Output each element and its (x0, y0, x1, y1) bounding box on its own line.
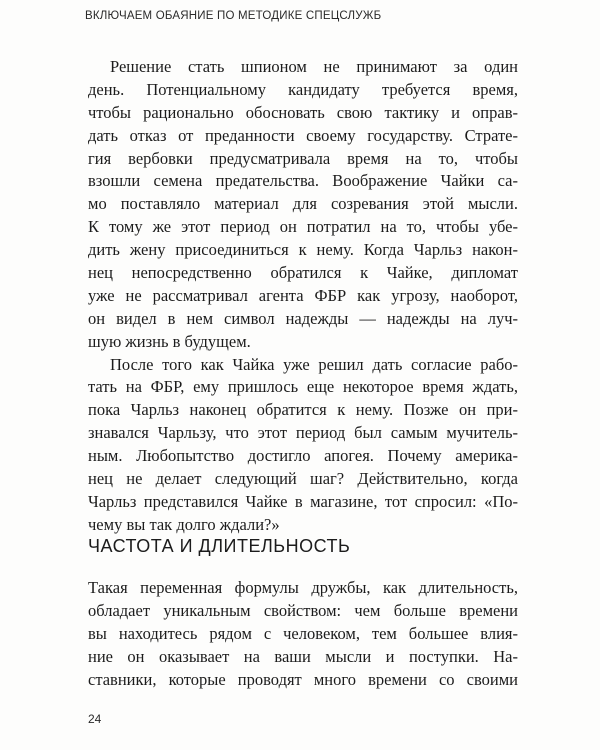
text-line: тать на ФБР, ему пришлось еще некоторое время ждать, (88, 377, 518, 397)
text-line: К тому же этот период он потратил на то, чтобы убе- (88, 217, 518, 237)
text-line: нец непосредственно обратился к Чайке, дипломат (88, 263, 518, 283)
body-text-bottom (88, 577, 518, 691)
text-line: он видел в нем символ надежды — надежды на луч- (88, 308, 518, 328)
text-line: Чарльз представился Чайке в магазине, тот спросил: «По- (88, 491, 518, 511)
running-head: ВКЛЮЧАЕМ ОБАЯНИЕ ПО МЕТОДИКЕ СПЕЦСЛУЖБ (85, 10, 382, 22)
text-line: чему вы так долго ждали?» (88, 514, 280, 534)
text-line: Решение стать шпионом не принимают за один (110, 57, 518, 76)
text-line: мо поставляло материал для созревания этой мысли. (88, 194, 518, 214)
text-line: нец не делает следующий шаг? Действительно, когда (88, 469, 518, 489)
text-line: шую жизнь в будущем. (88, 331, 251, 351)
text-line: ным. Любопытство достигло апогея. Почему америка- (88, 446, 518, 466)
text-line: день. Потенциальному кандидату требуется время, (88, 79, 518, 99)
text-line: После того как Чайка уже решил дать согласие рабо- (110, 354, 518, 374)
text-line: пока Чарльз наконец обратится к нему. Позже он при- (88, 400, 518, 420)
text-line: чтобы рационально обосновать свою тактику и оправ- (88, 102, 518, 122)
text-line: взошли семена предательства. Воображение Чайки са- (88, 171, 518, 191)
text-line: вы находитесь рядом с человеком, тем большее влия- (88, 623, 518, 643)
text-line: уже не рассматривал агента ФБР как угрозу, наоборот, (88, 285, 518, 305)
text-line: дать отказ от преданности своему государству. Страте- (88, 125, 518, 145)
body-text-top (88, 56, 518, 537)
text-line: дить жену присоединиться к нему. Когда Чарльз након- (88, 240, 518, 260)
text-line: обладает уникальным свойством: чем больше времени (88, 600, 518, 620)
text-line: ние он оказывает на ваши мысли и поступки. На- (88, 646, 518, 666)
text-line: знавался Чарльзу, что этот период был самым мучитель- (88, 423, 518, 443)
text-line: Такая переменная формулы дружбы, как длительность, (88, 578, 518, 597)
page-number: 24 (88, 712, 102, 726)
section-heading: ЧАСТОТА И ДЛИТЕЛЬНОСТЬ (88, 536, 351, 556)
text-line: ставники, которые проводят много времени со своими (88, 669, 518, 689)
text-line: гия вербовки предусматривала время на то, чтобы (88, 148, 518, 168)
